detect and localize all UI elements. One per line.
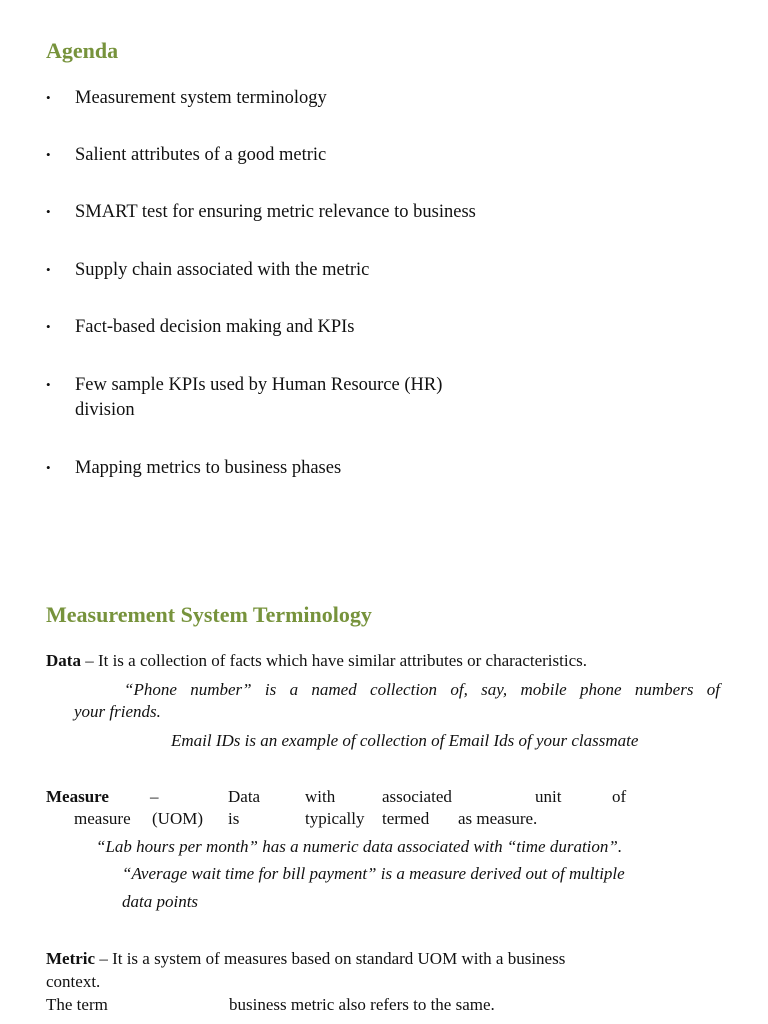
metric-definition <box>46 949 565 969</box>
measure-example-1: “Lab hours per month” has a numeric data associated with “time duration”. <box>96 837 623 856</box>
data-definition-text: – It is a collection of facts which have similar attributes or characteristics. <box>80 651 587 670</box>
measure-word: termed <box>382 809 430 828</box>
data-example-1-continued: your friends. <box>74 702 161 721</box>
measure-word: is <box>228 809 240 828</box>
bullet-icon: • <box>46 460 51 475</box>
agenda-item-text: Fact-based decision making and KPIs <box>75 317 355 337</box>
data-term: Data <box>46 651 81 670</box>
metric-note-start: The term <box>46 995 108 1014</box>
data-definition <box>46 651 587 671</box>
measure-word: Data <box>228 787 261 806</box>
bullet-icon: • <box>46 147 51 162</box>
measure-word: with <box>305 787 336 806</box>
measure-word: of <box>612 787 627 806</box>
agenda-item-text: SMART test for ensuring metric relevance to business <box>75 202 476 222</box>
bullet-icon: • <box>46 262 51 277</box>
measure-word: (UOM) <box>152 809 203 828</box>
agenda-item-text: Supply chain associated with the metric <box>75 260 370 280</box>
agenda-item-text-continued: division <box>75 400 135 420</box>
measure-term <box>46 787 109 807</box>
agenda-item-text: Mapping metrics to business phases <box>75 458 342 478</box>
bullet-icon: • <box>46 90 51 105</box>
agenda-heading: Agenda <box>46 38 119 63</box>
bullet-icon: • <box>46 204 51 219</box>
data-example-1: “Phone number” is a named collection of, say, mobile phone numbers of <box>124 680 720 699</box>
measure-word: measure <box>74 809 131 828</box>
agenda-item-text: Measurement system terminology <box>75 88 327 108</box>
metric-term: Metric <box>46 949 96 968</box>
agenda-item-text: Few sample KPIs used by Human Resource (HR) <box>75 375 443 395</box>
bullet-icon: • <box>46 377 51 392</box>
measure-example-2: “Average wait time for bill payment” is a measure derived out of multiple <box>122 864 625 883</box>
measure-word: as measure. <box>458 809 538 828</box>
measure-word: associated <box>382 787 452 806</box>
measure-word: unit <box>535 787 562 806</box>
metric-definition-text: – It is a system of measures based on standard UOM with a business <box>95 949 566 968</box>
bullet-icon: • <box>46 319 51 334</box>
metric-definition-continued: context. <box>46 972 101 991</box>
agenda-item-text: Salient attributes of a good metric <box>75 145 327 165</box>
measure-word: – <box>150 787 159 806</box>
measure-term-label: Measure <box>46 787 109 806</box>
terminology-heading: Measurement System Terminology <box>46 602 372 627</box>
measure-example-2-continued: data points <box>122 892 199 911</box>
measure-word: typically <box>305 809 365 828</box>
metric-note-end: business metric also refers to the same. <box>229 995 495 1014</box>
data-example-2: Email IDs is an example of collection of Email Ids of your classmate <box>171 731 639 750</box>
